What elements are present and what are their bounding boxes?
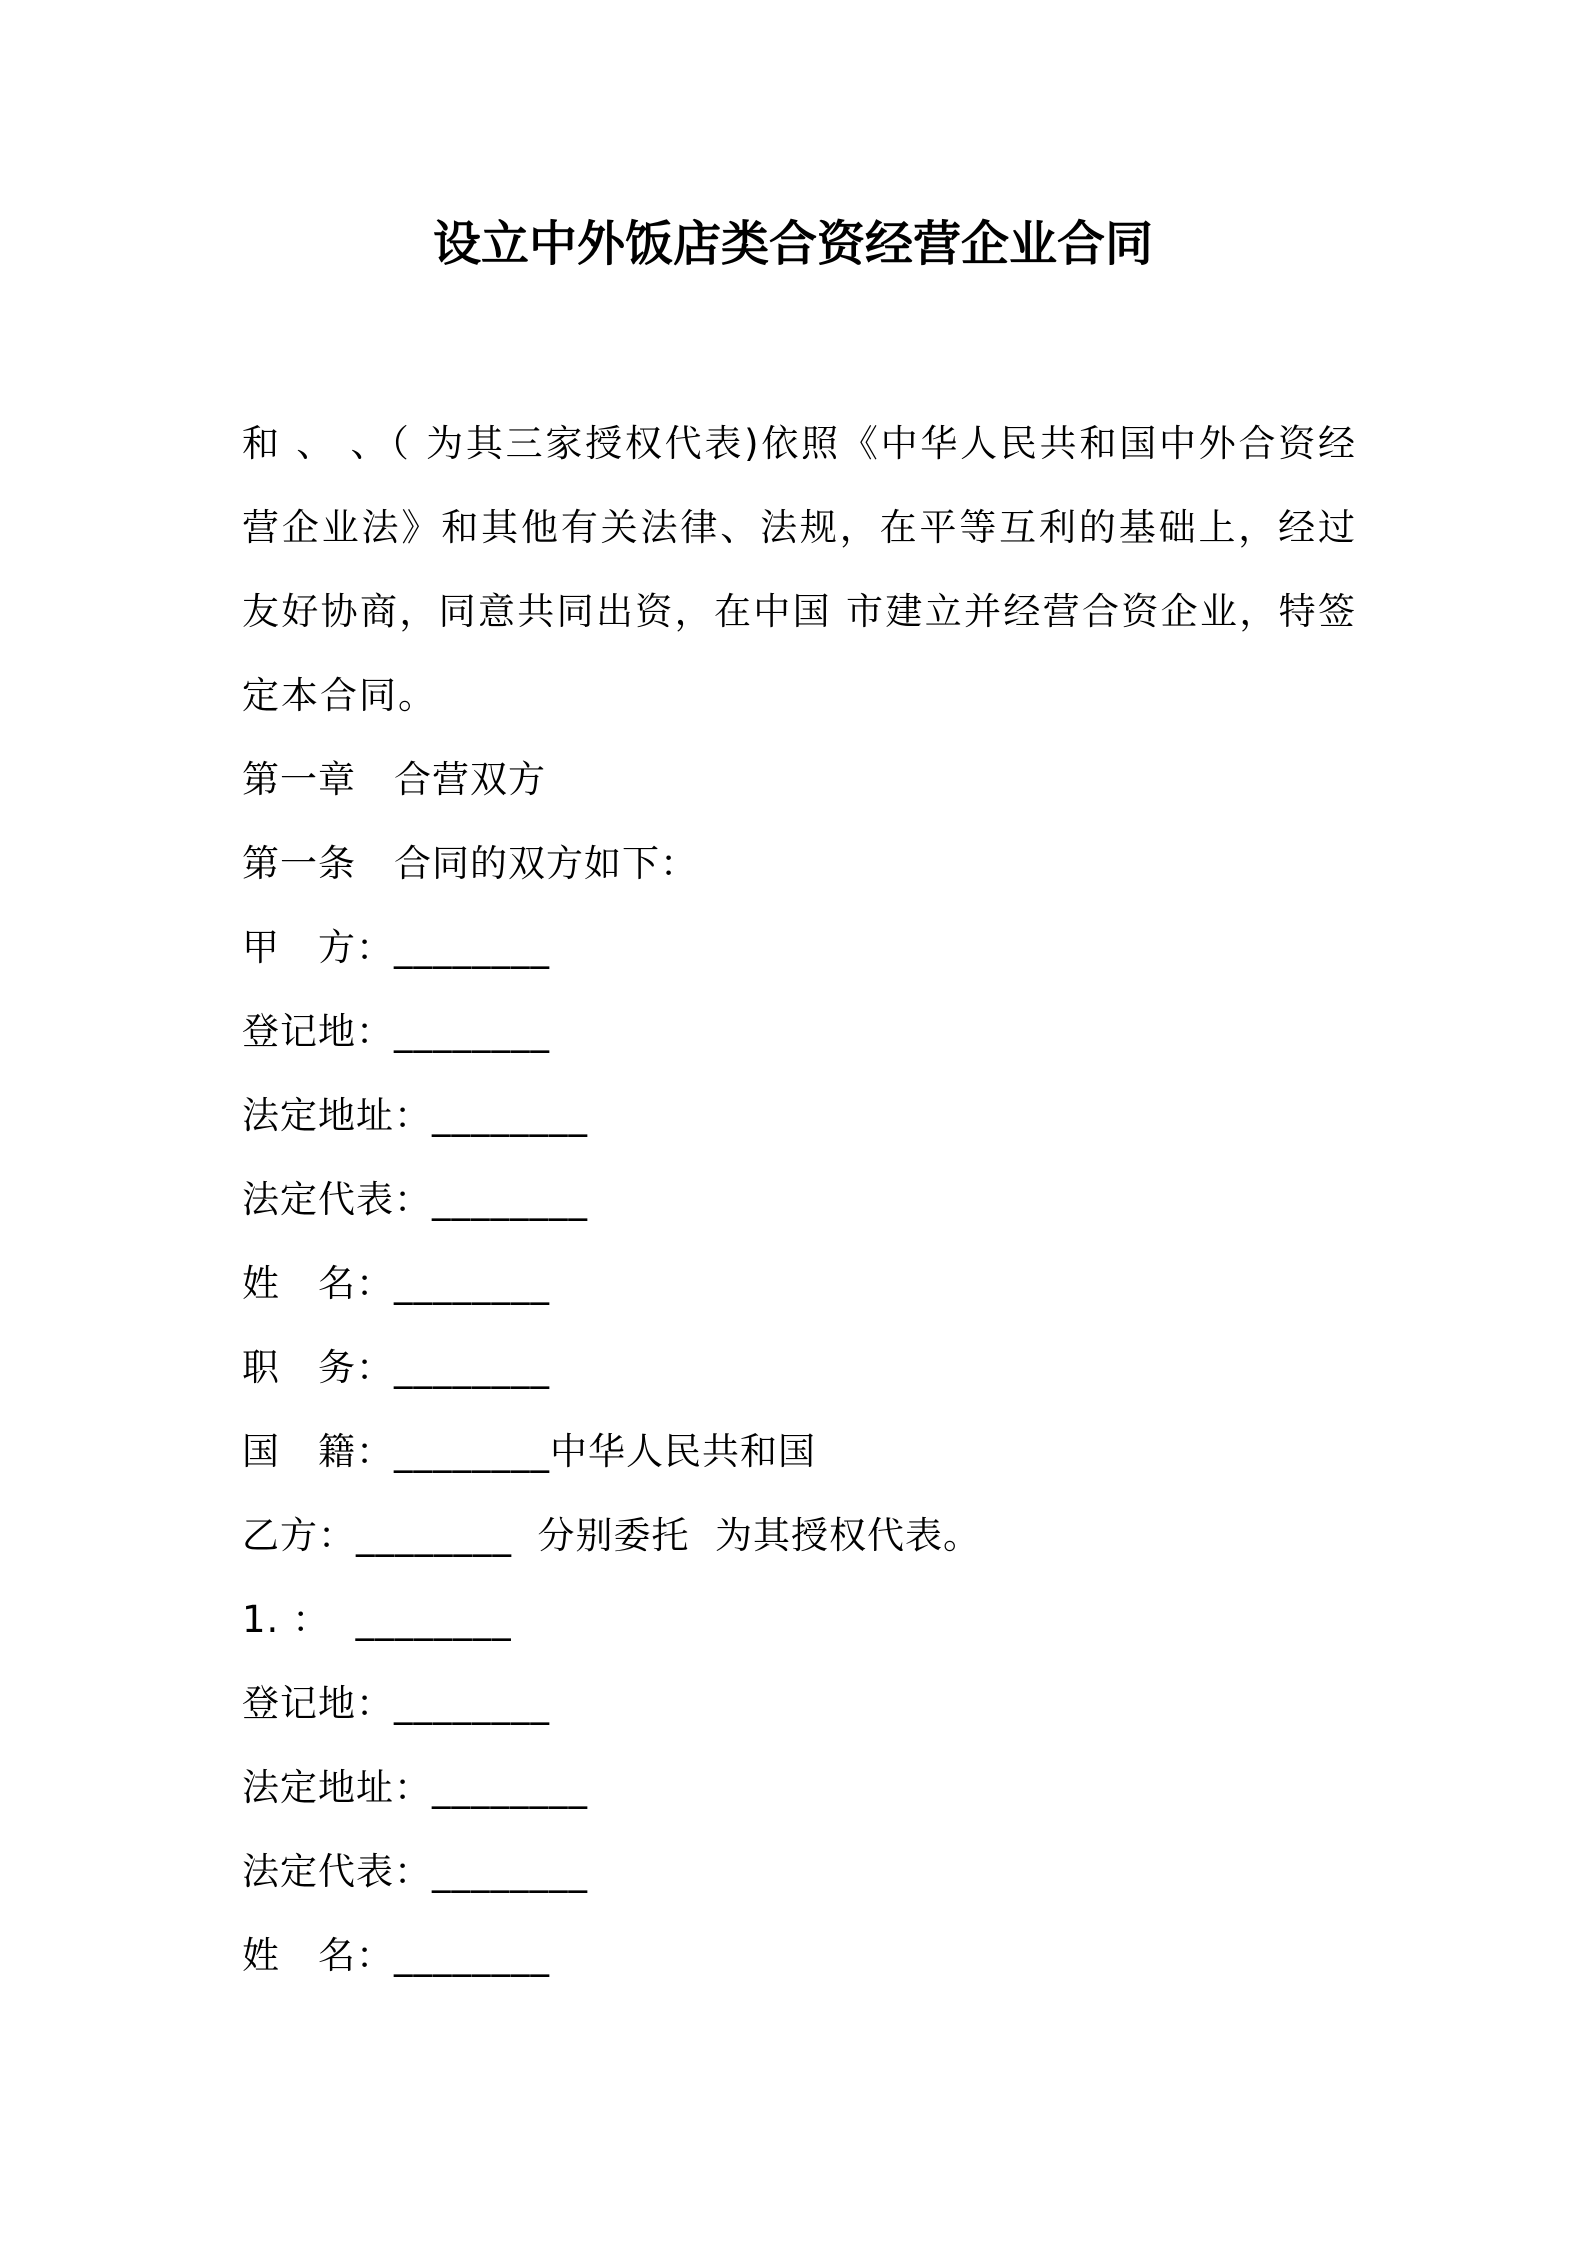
party-a-name-field: 甲 方：________	[242, 926, 550, 969]
chapter-heading: 第一章 合营双方	[242, 758, 546, 801]
party-b-person-name-field: 姓 名：________	[242, 1934, 550, 1977]
party-a-person-name-field: 姓 名：________	[242, 1262, 550, 1305]
party-a-position-field: 职 务：________	[242, 1346, 550, 1389]
party-b-address-field: 法定地址：________	[242, 1766, 588, 1809]
party-a-registration-field: 登记地：________	[242, 1010, 550, 1053]
intro-paragraph: 和 、 、（ 为其三家授权代表)依照《中华人民共和国中外合资经营企业法》和其他有关法律、法规，在平等互利的基础上，经过友好协商，同意共同出资，在中国 市建立并经营合资企业，特签定本合同。	[242, 422, 1357, 717]
party-b-item-1-field: 1. ： ________	[242, 1598, 512, 1641]
party-b-field: 乙方：________ 分别委托 为其授权代表。	[242, 1514, 982, 1557]
party-a-nationality-field: 国 籍：________中华人民共和国	[242, 1430, 816, 1473]
document-body	[242, 402, 1357, 1998]
party-a-address-field: 法定地址：________	[242, 1094, 588, 1137]
document-title: 设立中外饭店类合资经营企业合同	[432, 216, 1153, 272]
party-b-representative-field: 法定代表：________	[242, 1850, 588, 1893]
party-a-representative-field: 法定代表：________	[242, 1178, 588, 1221]
party-b-registration-field: 登记地：________	[242, 1682, 550, 1725]
article-heading: 第一条 合同的双方如下：	[242, 842, 698, 885]
